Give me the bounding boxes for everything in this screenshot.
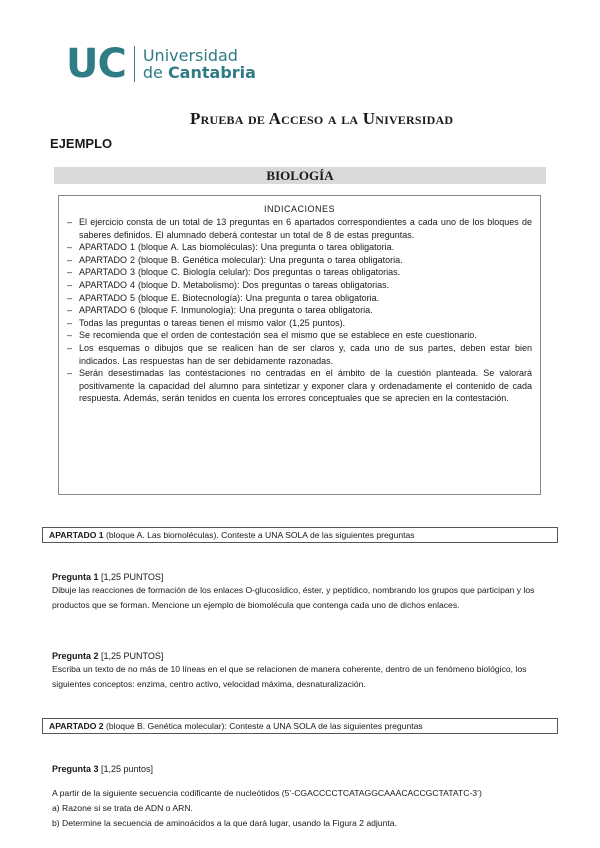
logo-wordmark (143, 47, 256, 81)
question-2-body (52, 662, 552, 692)
instruction-item: – Los esquemas o dibujos que se realicen han de ser claros y, cada uno de sus partes, deben estar bien indicados. Las respuestas han de ser debidamente razonadas. (67, 342, 532, 367)
question-1-heading (52, 572, 163, 582)
logo-line2-prefix: de (142, 63, 168, 82)
section-number: APARTADO 2 (49, 721, 104, 731)
instruction-item: – APARTADO 1 (bloque A. Las biomoléculas): Una pregunta o tarea obligatoria. (67, 241, 532, 254)
subject-banner: BIOLOGÍA (54, 167, 546, 184)
logo-line2 (143, 64, 256, 81)
instruction-item: – El ejercicio consta de un total de 13 preguntas en 6 apartados correspondientes a cada uno de los bloques de saberes definidos. El alumnado deberá contestar un total de 8 de estas preguntas. (67, 216, 532, 241)
logo-line1: Universidad (142, 46, 238, 65)
section-description: (bloque B. Genética molecular): Conteste a UNA SOLA de las siguientes preguntas (103, 721, 423, 731)
question-label: Pregunta 3 (52, 764, 99, 774)
section-description: (bloque A. Las biomoléculas). Conteste a UNA SOLA de las siguientes preguntas (103, 530, 415, 540)
logo-divider (134, 46, 135, 82)
question-1-body (52, 583, 552, 613)
instructions-title: INDICACIONES (263, 204, 335, 214)
instruction-item: – Se recomienda que el orden de contestación sea el mismo que se establece en este cuestionario. (67, 329, 532, 342)
university-logo (66, 41, 256, 87)
question-intro: A partir de la siguiente secuencia codificante de nucleótidos (5’-CGACCCCTCATAGGCAAACACCGCTATATC-3’) (52, 788, 482, 798)
section-number: APARTADO 1 (49, 530, 104, 540)
question-points: [1,25 PUNTOS] (98, 651, 164, 661)
instruction-item: – APARTADO 6 (bloque F. Inmunología): Una pregunta o tarea obligatoria. (67, 304, 532, 317)
question-points: [1,25 puntos] (98, 764, 154, 774)
instruction-item: – APARTADO 4 (bloque D. Metabolismo): Dos preguntas o tareas obligatorias. (67, 279, 532, 292)
question-label: Pregunta 2 (52, 651, 99, 661)
section-header-apartado-1 (42, 527, 558, 543)
instruction-item: – Todas las preguntas o tareas tienen el mismo valor (1,25 puntos). (67, 317, 532, 330)
example-label: EJEMPLO (50, 136, 113, 151)
question-3-heading (52, 764, 153, 774)
instruction-item: – Serán desestimadas las contestaciones no centradas en el ámbito de la cuestión planteada. Se valorará positivamente la capacidad del alumno para sintetizar y exponer clara y ordenadamente el contenido de cada respuesta. Además, serán tenidos en cuenta los errores conceptuales que se aprecien en la contestación. (67, 367, 532, 405)
instructions-box (58, 195, 541, 495)
exam-title: Prueba de Acceso a la Universidad (190, 109, 454, 128)
question-2-heading (52, 651, 163, 661)
question-label: Pregunta 1 (52, 572, 99, 582)
question-part-b: b) Determine la secuencia de aminoácidos a la que dará lugar, usando la Figura 2 adjunta. (52, 818, 397, 828)
question-text: Escriba un texto de no más de 10 líneas en el que se relacionen de manera coherente, dentro de un fenómeno biológico, los siguientes conceptos: enzima, centro activo, velocidad máxima, desnaturalización. (52, 664, 527, 689)
section-header-apartado-2 (42, 718, 558, 734)
instruction-item: – APARTADO 2 (bloque B. Genética molecular): Una pregunta o tarea obligatoria. (67, 254, 532, 267)
logo-line2-bold: Cantabria (167, 63, 256, 82)
instruction-item: – APARTADO 3 (bloque C. Biología celular): Dos preguntas o tareas obligatorias. (67, 266, 532, 279)
instruction-item: – APARTADO 5 (bloque E. Biotecnología): Una pregunta o tarea obligatoria. (67, 292, 532, 305)
question-text: Dibuje las reacciones de formación de los enlaces O-glucosídico, éster, y peptídico, nombrando los grupos que participan y los productos que se forman. Mencione un ejemplo de biomolécula que contenga cada uno de dichos enlaces. (52, 585, 535, 610)
logo-initials: UC (66, 41, 126, 87)
instructions-list (67, 216, 532, 405)
question-part-a: a) Razone si se trata de ADN o ARN. (52, 803, 193, 813)
question-3-body (52, 786, 552, 831)
question-points: [1,25 PUNTOS] (98, 572, 164, 582)
